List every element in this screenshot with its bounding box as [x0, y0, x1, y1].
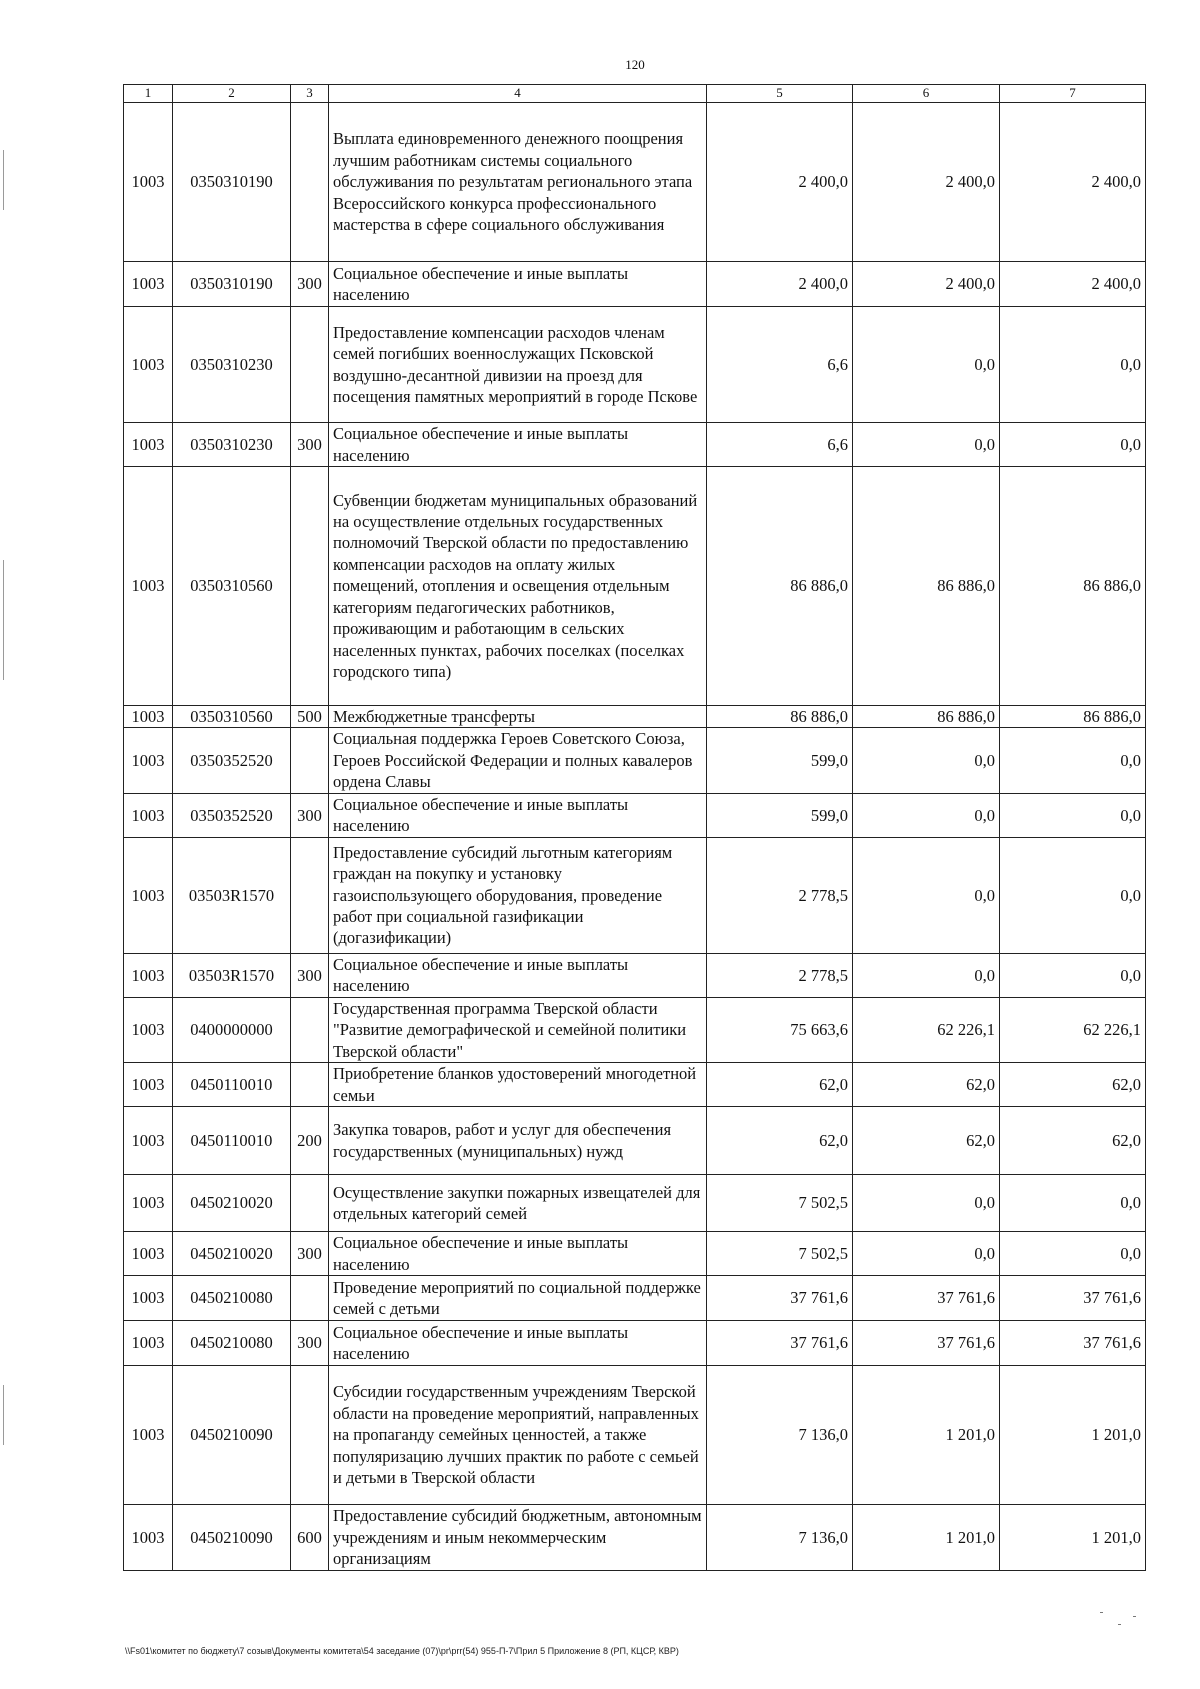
section-cell: 1003	[124, 837, 173, 953]
target-code-cell: 0450110010	[173, 1107, 291, 1175]
expense-kind-cell	[291, 1063, 329, 1107]
amount-year3-cell: 0,0	[1000, 423, 1146, 467]
item-name-cell: Приобретение бланков удостоверений многодетной семьи	[329, 1063, 707, 1107]
table-row	[124, 837, 1146, 953]
section-cell: 1003	[124, 793, 173, 837]
scan-speck	[1133, 1616, 1136, 1617]
item-name-cell: Предоставление субсидий бюджетным, автономным учреждениям и иным некоммерческим организациям	[329, 1505, 707, 1571]
expense-kind-cell	[291, 1366, 329, 1505]
amount-year1-cell: 86 886,0	[707, 467, 853, 706]
section-cell: 1003	[124, 423, 173, 467]
item-name-cell: Социальное обеспечение и иные выплаты населению	[329, 423, 707, 467]
amount-year2-cell: 2 400,0	[853, 103, 1000, 262]
table-row	[124, 997, 1146, 1062]
table-row	[124, 1063, 1146, 1107]
section-cell: 1003	[124, 953, 173, 997]
amount-year3-cell: 0,0	[1000, 837, 1146, 953]
amount-year2-cell: 86 886,0	[853, 467, 1000, 706]
column-header: 6	[853, 85, 1000, 103]
target-code-cell: 0350352520	[173, 793, 291, 837]
section-cell: 1003	[124, 1505, 173, 1571]
section-cell: 1003	[124, 307, 173, 423]
expense-kind-cell	[291, 837, 329, 953]
item-name-cell: Предоставление субсидий льготным категориям граждан на покупку и установку газоиспользующего оборудования, проведение работ при социальной газификации (догазификации)	[329, 837, 707, 953]
item-name-cell: Осуществление закупки пожарных извещателей для отдельных категорий семей	[329, 1175, 707, 1232]
amount-year3-cell: 1 201,0	[1000, 1366, 1146, 1505]
file-path-footer: \\Fs01\комитет по бюджету\7 созыв\Документы комитета\54 заседание (07)\pr\prr(54) 955-П-7\Прил 5 Приложение 8 (РП, КЦСР, КВР)	[125, 1646, 679, 1656]
amount-year1-cell: 6,6	[707, 423, 853, 467]
amount-year1-cell: 2 778,5	[707, 953, 853, 997]
scan-margin-mark	[3, 150, 4, 210]
item-name-cell: Предоставление компенсации расходов членам семей погибших военнослужащих Псковской воздушно-десантной дивизии на проезд для посещения памятных мероприятий в городе Пскове	[329, 307, 707, 423]
amount-year3-cell: 62 226,1	[1000, 997, 1146, 1062]
column-header: 4	[329, 85, 707, 103]
amount-year3-cell: 0,0	[1000, 307, 1146, 423]
amount-year2-cell: 37 761,6	[853, 1276, 1000, 1321]
section-cell: 1003	[124, 103, 173, 262]
section-cell: 1003	[124, 1107, 173, 1175]
amount-year2-cell: 0,0	[853, 1175, 1000, 1232]
item-name-cell: Субсидии государственным учреждениям Тверской области на проведение мероприятий, направленных на пропаганду семейных ценностей, а также популяризацию лучших практик по работе с семьей и детьми в Тверской области	[329, 1366, 707, 1505]
item-name-cell: Социальная поддержка Героев Советского Союза, Героев Российской Федерации и полных кавалеров ордена Славы	[329, 728, 707, 793]
column-header: 1	[124, 85, 173, 103]
item-name-cell: Социальное обеспечение и иные выплаты населению	[329, 1232, 707, 1276]
amount-year3-cell: 62,0	[1000, 1063, 1146, 1107]
target-code-cell: 0350310560	[173, 467, 291, 706]
target-code-cell: 0350310230	[173, 307, 291, 423]
column-header: 5	[707, 85, 853, 103]
amount-year2-cell: 0,0	[853, 728, 1000, 793]
amount-year3-cell: 0,0	[1000, 953, 1146, 997]
amount-year2-cell: 0,0	[853, 307, 1000, 423]
budget-table	[123, 84, 1146, 1571]
amount-year2-cell: 2 400,0	[853, 262, 1000, 307]
column-number-row	[124, 85, 1146, 103]
section-cell: 1003	[124, 706, 173, 728]
item-name-cell: Выплата единовременного денежного поощрения лучшим работникам системы социального обслуживания по результатам регионального этапа Всероссийского конкурса профессионального мастерства в сфере социального обслуживания	[329, 103, 707, 262]
target-code-cell: 0350310190	[173, 262, 291, 307]
amount-year2-cell: 0,0	[853, 793, 1000, 837]
amount-year3-cell: 0,0	[1000, 1232, 1146, 1276]
table-row	[124, 262, 1146, 307]
amount-year3-cell: 0,0	[1000, 793, 1146, 837]
target-code-cell: 0450210080	[173, 1321, 291, 1366]
table-row	[124, 1232, 1146, 1276]
item-name-cell: Проведение мероприятий по социальной поддержке семей с детьми	[329, 1276, 707, 1321]
item-name-cell: Субвенции бюджетам муниципальных образований на осуществление отдельных государственных полномочий Тверской области по предоставлению компенсации расходов на оплату жилых помещений, отопления и освещения отдельным категориям педагогических работников, проживающим и работающим в сельских населенных пунктах, рабочих поселках (поселках городского типа)	[329, 467, 707, 706]
table-row	[124, 793, 1146, 837]
expense-kind-cell: 300	[291, 793, 329, 837]
scan-margin-mark	[3, 560, 4, 680]
table-row	[124, 1107, 1146, 1175]
target-code-cell: 0400000000	[173, 997, 291, 1062]
amount-year1-cell: 2 400,0	[707, 262, 853, 307]
target-code-cell: 0350310560	[173, 706, 291, 728]
expense-kind-cell: 300	[291, 1232, 329, 1276]
expense-kind-cell	[291, 103, 329, 262]
expense-kind-cell	[291, 728, 329, 793]
expense-kind-cell: 500	[291, 706, 329, 728]
amount-year3-cell: 0,0	[1000, 1175, 1146, 1232]
table-row	[124, 728, 1146, 793]
amount-year1-cell: 75 663,6	[707, 997, 853, 1062]
expense-kind-cell: 300	[291, 262, 329, 307]
scan-speck	[1100, 1612, 1103, 1613]
target-code-cell: 0450210080	[173, 1276, 291, 1321]
amount-year3-cell: 37 761,6	[1000, 1321, 1146, 1366]
target-code-cell: 03503R1570	[173, 953, 291, 997]
expense-kind-cell: 300	[291, 423, 329, 467]
expense-kind-cell	[291, 307, 329, 423]
amount-year2-cell: 0,0	[853, 1232, 1000, 1276]
amount-year2-cell: 0,0	[853, 423, 1000, 467]
item-name-cell: Социальное обеспечение и иные выплаты населению	[329, 262, 707, 307]
amount-year1-cell: 7 136,0	[707, 1366, 853, 1505]
amount-year1-cell: 86 886,0	[707, 706, 853, 728]
amount-year1-cell: 62,0	[707, 1063, 853, 1107]
table-row	[124, 467, 1146, 706]
target-code-cell: 0350310190	[173, 103, 291, 262]
table-row	[124, 1366, 1146, 1505]
column-header: 3	[291, 85, 329, 103]
amount-year1-cell: 62,0	[707, 1107, 853, 1175]
item-name-cell: Закупка товаров, работ и услуг для обеспечения государственных (муниципальных) нужд	[329, 1107, 707, 1175]
amount-year2-cell: 0,0	[853, 837, 1000, 953]
expense-kind-cell: 600	[291, 1505, 329, 1571]
amount-year1-cell: 2 400,0	[707, 103, 853, 262]
amount-year2-cell: 62 226,1	[853, 997, 1000, 1062]
table-row	[124, 103, 1146, 262]
expense-kind-cell	[291, 1276, 329, 1321]
amount-year2-cell: 37 761,6	[853, 1321, 1000, 1366]
amount-year1-cell: 7 502,5	[707, 1232, 853, 1276]
amount-year3-cell: 86 886,0	[1000, 706, 1146, 728]
amount-year3-cell: 37 761,6	[1000, 1276, 1146, 1321]
target-code-cell: 0450110010	[173, 1063, 291, 1107]
column-header: 7	[1000, 85, 1146, 103]
target-code-cell: 03503R1570	[173, 837, 291, 953]
table-row	[124, 307, 1146, 423]
amount-year2-cell: 1 201,0	[853, 1366, 1000, 1505]
expense-kind-cell: 300	[291, 1321, 329, 1366]
amount-year1-cell: 599,0	[707, 728, 853, 793]
amount-year1-cell: 37 761,6	[707, 1321, 853, 1366]
amount-year1-cell: 6,6	[707, 307, 853, 423]
section-cell: 1003	[124, 1063, 173, 1107]
table-row	[124, 706, 1146, 728]
target-code-cell: 0450210020	[173, 1232, 291, 1276]
table-row	[124, 953, 1146, 997]
table-row	[124, 1276, 1146, 1321]
section-cell: 1003	[124, 728, 173, 793]
section-cell: 1003	[124, 1175, 173, 1232]
target-code-cell: 0450210090	[173, 1505, 291, 1571]
page-number: 120	[625, 57, 645, 72]
amount-year1-cell: 2 778,5	[707, 837, 853, 953]
item-name-cell: Государственная программа Тверской области "Развитие демографической и семейной политики Тверской области"	[329, 997, 707, 1062]
amount-year2-cell: 62,0	[853, 1063, 1000, 1107]
section-cell: 1003	[124, 997, 173, 1062]
amount-year1-cell: 599,0	[707, 793, 853, 837]
expense-kind-cell: 300	[291, 953, 329, 997]
section-cell: 1003	[124, 1321, 173, 1366]
item-name-cell: Социальное обеспечение и иные выплаты населению	[329, 1321, 707, 1366]
target-code-cell: 0350310230	[173, 423, 291, 467]
amount-year1-cell: 7 136,0	[707, 1505, 853, 1571]
amount-year1-cell: 7 502,5	[707, 1175, 853, 1232]
amount-year3-cell: 2 400,0	[1000, 262, 1146, 307]
expense-kind-cell: 200	[291, 1107, 329, 1175]
item-name-cell: Социальное обеспечение и иные выплаты населению	[329, 953, 707, 997]
section-cell: 1003	[124, 1366, 173, 1505]
column-header: 2	[173, 85, 291, 103]
table-body	[124, 103, 1146, 1571]
expense-kind-cell	[291, 1175, 329, 1232]
expense-kind-cell	[291, 467, 329, 706]
target-code-cell: 0450210020	[173, 1175, 291, 1232]
amount-year3-cell: 62,0	[1000, 1107, 1146, 1175]
amount-year3-cell: 2 400,0	[1000, 103, 1146, 262]
target-code-cell: 0450210090	[173, 1366, 291, 1505]
amount-year3-cell: 0,0	[1000, 728, 1146, 793]
item-name-cell: Социальное обеспечение и иные выплаты населению	[329, 793, 707, 837]
section-cell: 1003	[124, 1232, 173, 1276]
table-row	[124, 1321, 1146, 1366]
table-row	[124, 1505, 1146, 1571]
scan-margin-mark	[3, 1385, 4, 1445]
amount-year2-cell: 62,0	[853, 1107, 1000, 1175]
scan-speck	[1118, 1624, 1121, 1625]
amount-year2-cell: 86 886,0	[853, 706, 1000, 728]
section-cell: 1003	[124, 1276, 173, 1321]
amount-year1-cell: 37 761,6	[707, 1276, 853, 1321]
table-row	[124, 423, 1146, 467]
expense-kind-cell	[291, 997, 329, 1062]
section-cell: 1003	[124, 467, 173, 706]
amount-year2-cell: 1 201,0	[853, 1505, 1000, 1571]
amount-year2-cell: 0,0	[853, 953, 1000, 997]
table-row	[124, 1175, 1146, 1232]
section-cell: 1003	[124, 262, 173, 307]
target-code-cell: 0350352520	[173, 728, 291, 793]
amount-year3-cell: 86 886,0	[1000, 467, 1146, 706]
amount-year3-cell: 1 201,0	[1000, 1505, 1146, 1571]
item-name-cell: Межбюджетные трансферты	[329, 706, 707, 728]
